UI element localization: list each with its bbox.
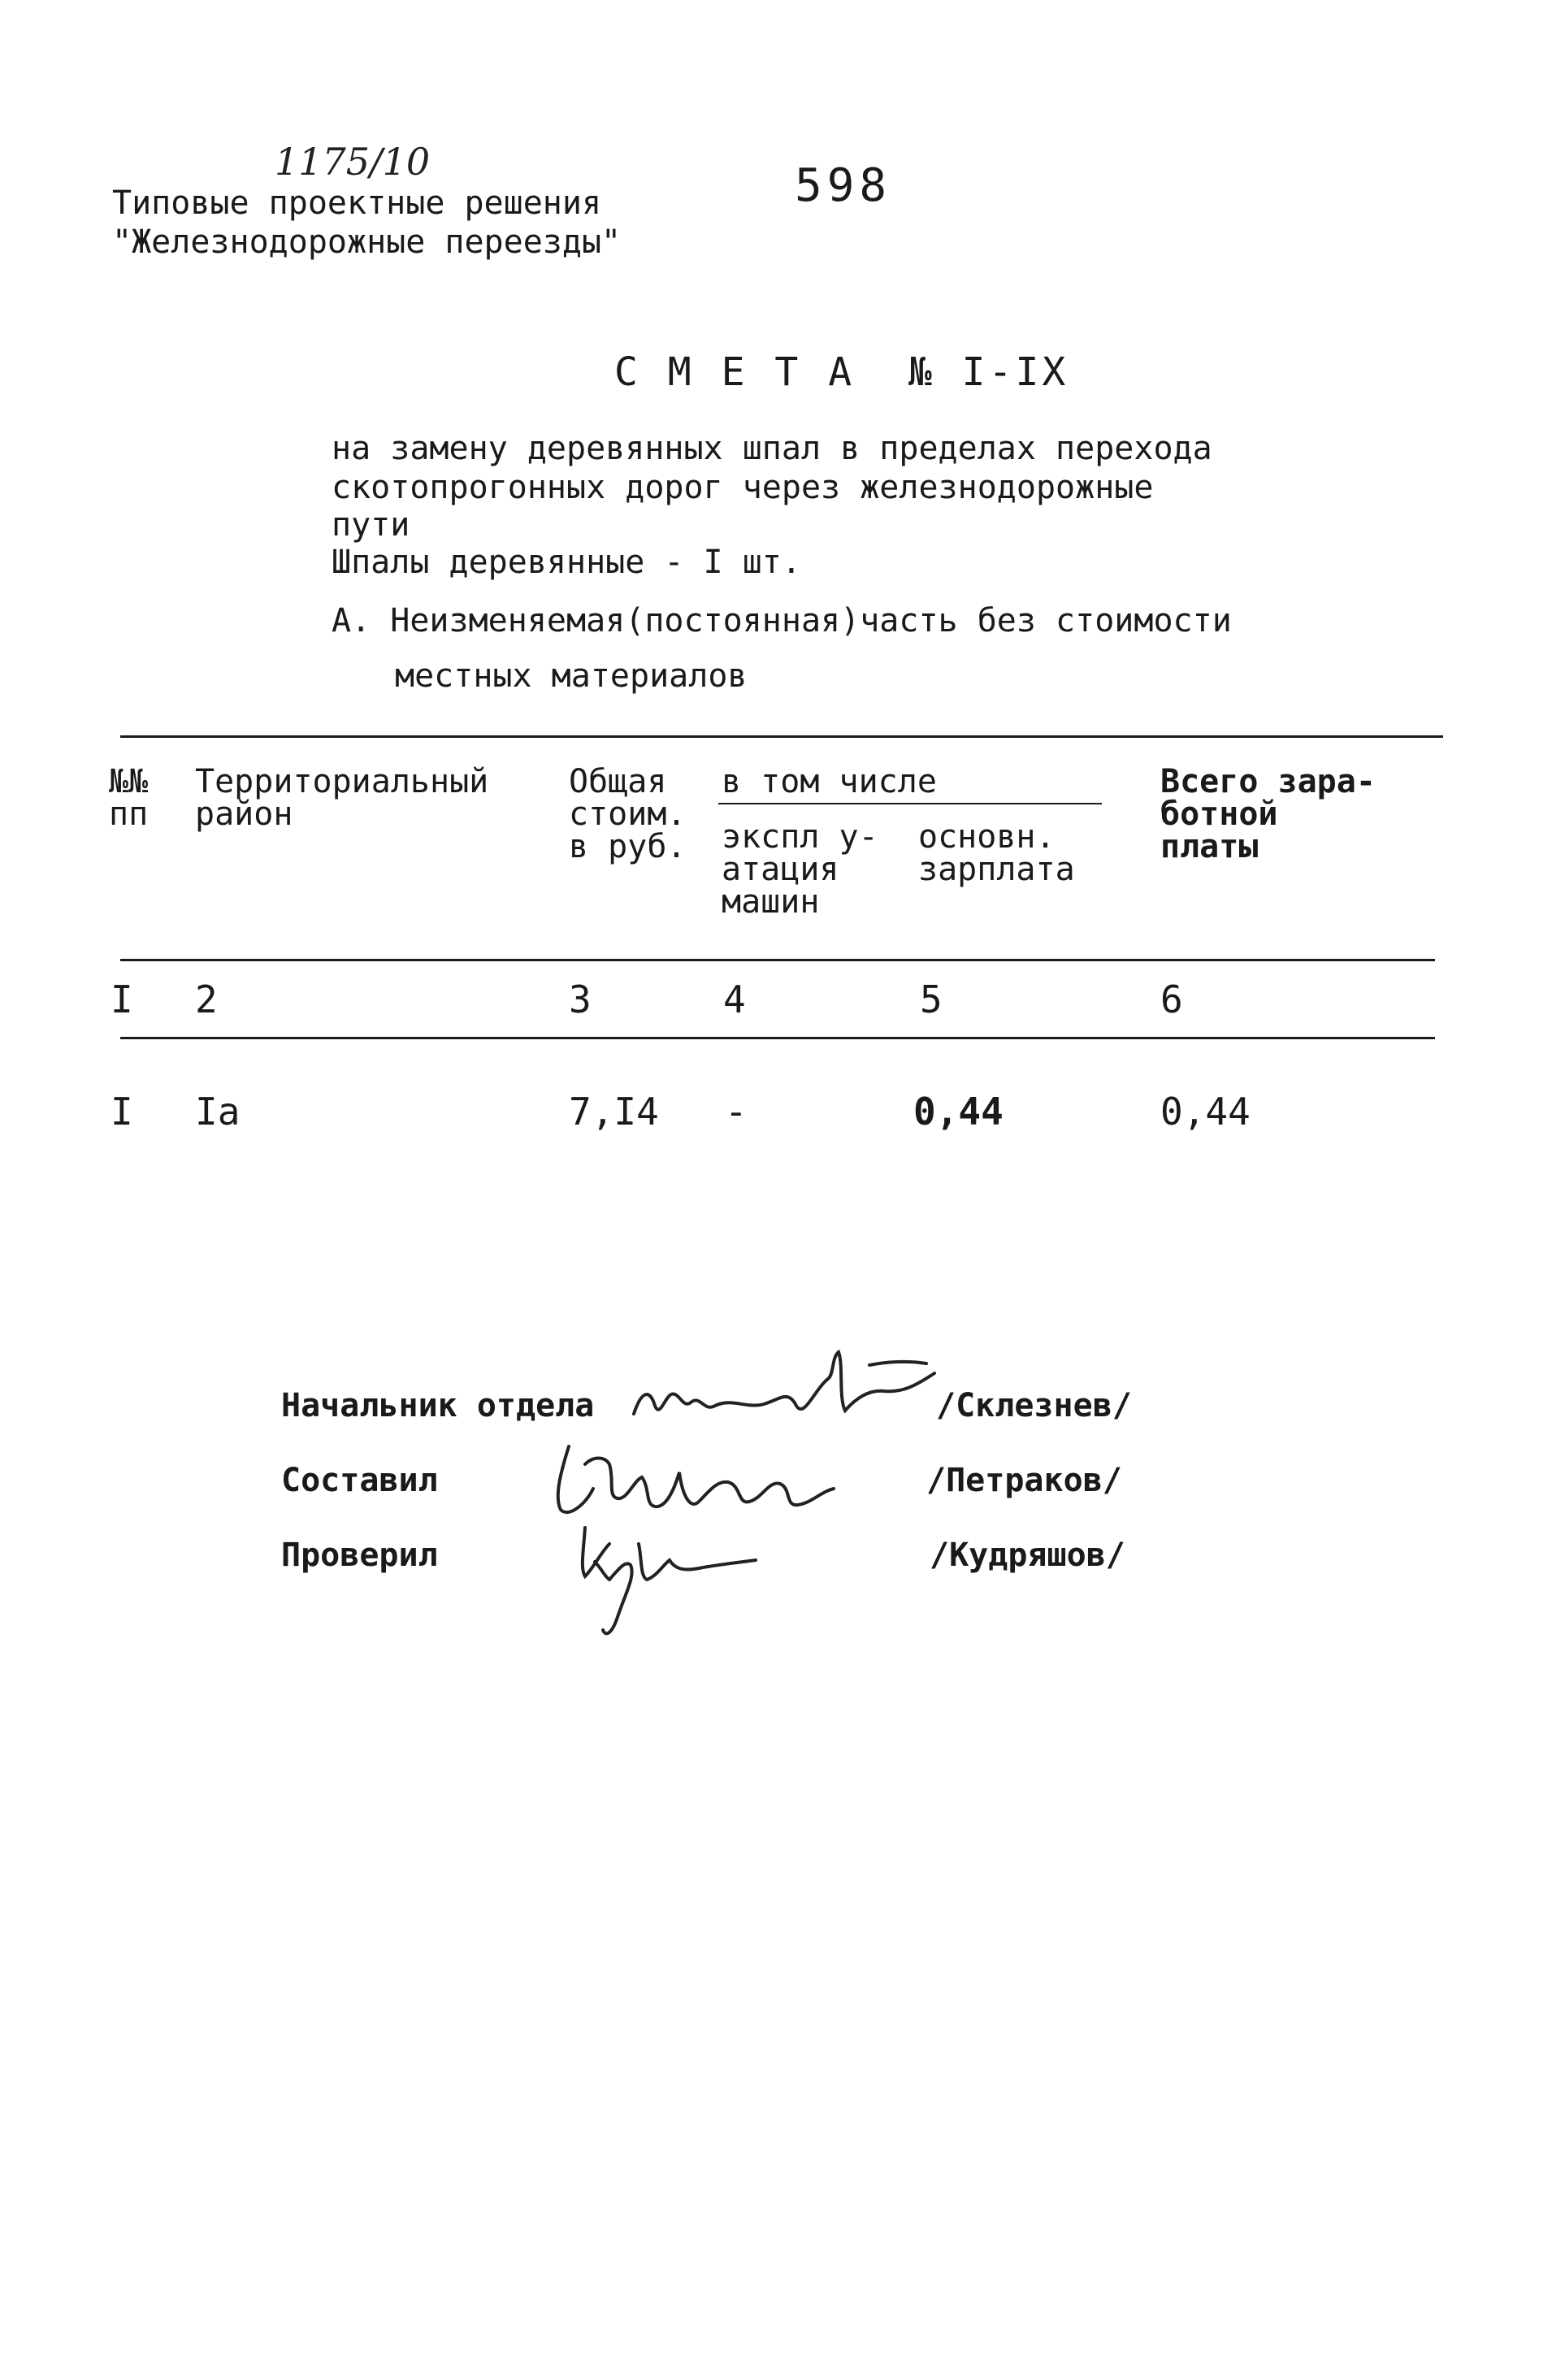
colnum-2: 2: [195, 978, 218, 1021]
estimate-title: С М Е Т А № I-IX: [614, 349, 1069, 395]
signature-name-compiled: /Петраков/: [926, 1462, 1122, 1499]
header-col3: Общая стоим. в руб.: [569, 763, 687, 865]
cell-base-salary: 0,44: [913, 1090, 1004, 1134]
signature-role-checked: Проверил: [281, 1537, 438, 1574]
colnum-bottom-rule: [120, 1037, 1435, 1039]
description-line2: скотопрогонных дорог через железнодорожные: [332, 469, 1154, 506]
handwritten-code: 1175/10: [275, 140, 431, 184]
section-a-line2: местных материалов: [395, 657, 748, 695]
header-col5: основн. зарплата: [918, 818, 1075, 888]
colnum-1: I: [111, 978, 133, 1021]
header-col2: Территориальный район: [195, 763, 489, 833]
cell-number: I: [111, 1090, 133, 1134]
cell-region: Ia: [195, 1090, 241, 1134]
header-col6: Всего зара- ботной платы: [1160, 763, 1376, 865]
header-col4: экспл у- атация машин: [722, 818, 878, 921]
cell-total-salary: 0,44: [1160, 1090, 1251, 1134]
description-line3: пути: [332, 506, 410, 544]
description-line1: на замену деревянных шпал в пределах перехода: [332, 430, 1212, 467]
page-number: 598: [795, 159, 892, 212]
handwritten-signature-1: [626, 1341, 967, 1438]
series-title-line1: Типовые проектные решения: [112, 184, 602, 222]
handwritten-signature-3: [561, 1511, 772, 1641]
header-group: в том числе: [722, 763, 937, 800]
handwritten-signature-2: [536, 1432, 878, 1521]
series-title-line2: "Железнодорожные переезды": [112, 223, 622, 261]
signature-role-head: Начальник отдела: [281, 1387, 595, 1424]
colnum-4: 4: [723, 978, 746, 1021]
signature-name-checked: /Кудряшов/: [930, 1537, 1125, 1574]
header-bottom-rule: [120, 959, 1435, 961]
description-line4: Шпалы деревянные - I шт.: [332, 544, 801, 581]
cell-machine-operation: -: [725, 1090, 748, 1134]
table-top-rule: [120, 735, 1443, 738]
group-underline: [718, 803, 1102, 804]
colnum-3: 3: [569, 978, 592, 1021]
cell-total-cost: 7,I4: [569, 1090, 659, 1134]
signature-name-head: /Склезнев/: [936, 1387, 1132, 1424]
header-col1: №№ пп: [109, 763, 149, 833]
section-a-line1: А. Неизменяемая(постоянная)часть без стоимости: [332, 602, 1232, 639]
colnum-6: 6: [1160, 978, 1183, 1021]
signature-role-compiled: Составил: [281, 1462, 438, 1499]
colnum-5: 5: [920, 978, 943, 1021]
